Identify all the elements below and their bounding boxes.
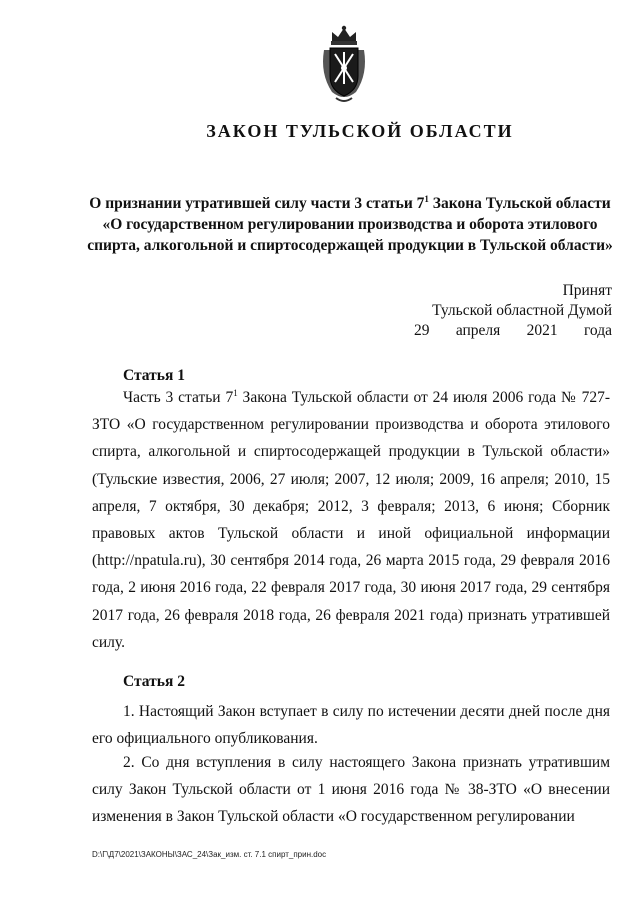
adopted-label: Принят [562,282,612,299]
article-2-heading: Статья 2 [123,673,185,690]
article-2-paragraph-2: 2. Со дня вступления в силу настоящего Закона признать утратившим силу Закон Тульской области от 1 июня 2016 года № 38-ЗТО «О внесении изменения в Закон Тульской области «О государственном регулировании [92,754,610,826]
article-1-text: Часть 3 статьи $7^1$ Закона Тульской области от 24 июля 2006 года № 727-ЗТО «О государственном регулировании производства и оборота этилового спирта, алкогольной и спиртосодержащей продукции в Тульской области» (Тульские известия, 2006, 27 июля; 2007, 12 июля; 2009, 16 апреля; 2010, 15 апреля, 7 октября, 30 декабря; 2012, 3 февраля; 2013, 6 июня; Сборник правовых актов Тульской области и иной официальной информации (http://npatula.ru), 30 сентября 2014 года, 26 марта 2015 года, 29 февраля 2016 года, 2 июня 2016 года, 22 февраля 2017 года, 30 июня 2017 года, 29 сентября 2017 года, 26 февраля 2018 года, 26 февраля 2021 года) признать утратившей силу. [92,387,610,651]
adoption-month: апреля [455,322,501,339]
law-title: О признании утратившей силу части 3 статьи $7^1$ Закона Тульской области «О государственном регулировании производства и оборота этилового спирта, алкогольной и спиртосодержащей продукции в Тульской области» [87,193,613,254]
document-title: ЗАКОН ТУЛЬСКОЙ ОБЛАСТИ [206,121,514,141]
file-path-footer: D:\Г\Д7\2021\ЗАКОНЫ\ЗАС_24\Зак_изм. ст. 7.1 спирт_прин.doc [92,850,327,859]
article-1-heading: Статья 1 [123,367,185,384]
adoption-year: 2021 [526,322,558,339]
adopted-by: Тульской областной Думой [432,302,612,319]
article-2-paragraph-1: 1. Настоящий Закон вступает в силу по истечении десяти дней после дня его официального опубликования. [92,703,610,748]
adoption-date [392,321,612,341]
adoption-day: 29 [414,322,430,339]
coat-of-arms-icon [318,24,370,104]
adoption-year-word: года [583,322,612,339]
adoption-block [392,281,612,341]
